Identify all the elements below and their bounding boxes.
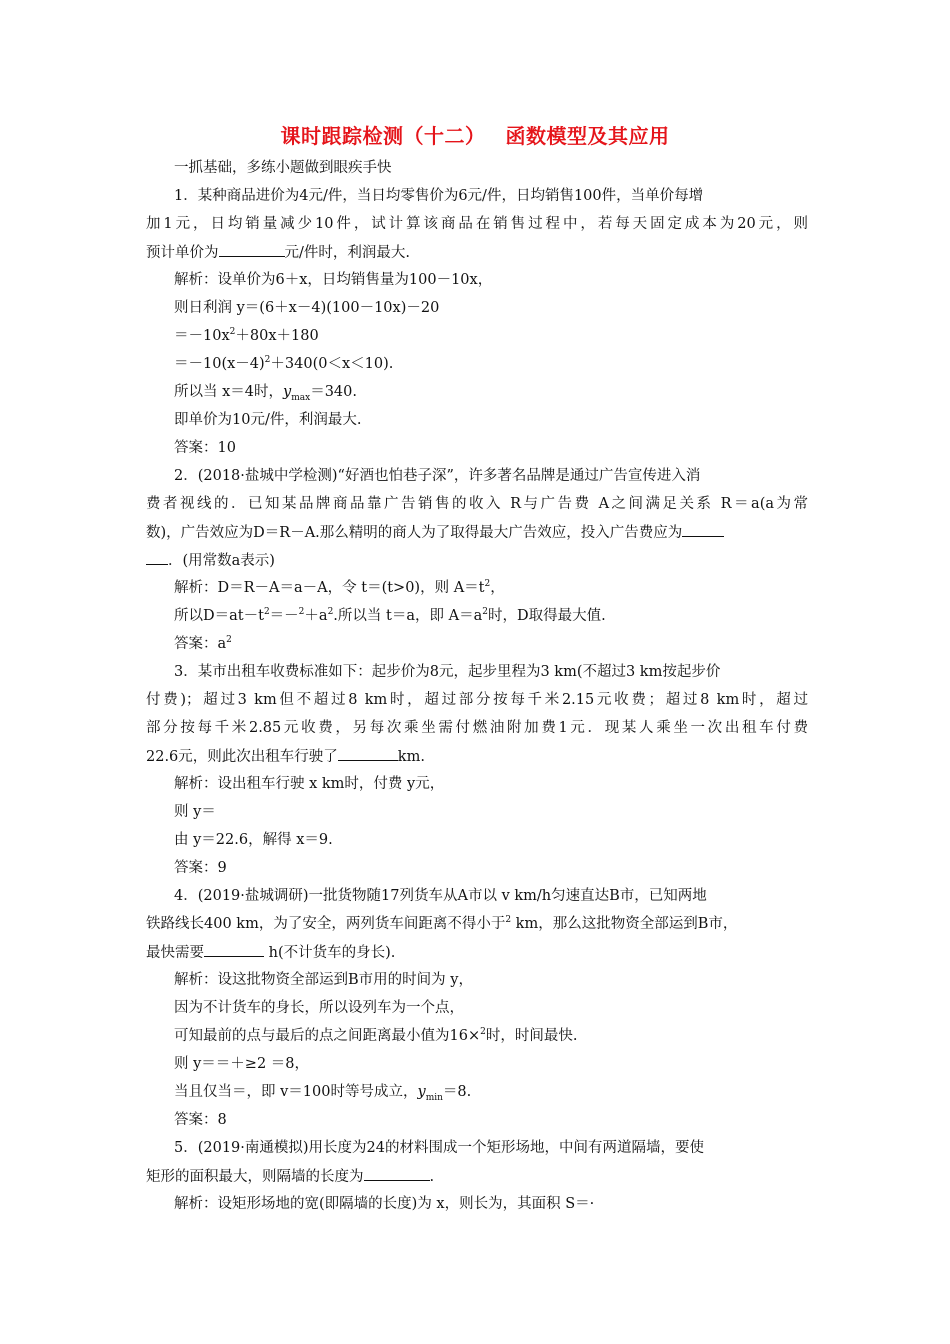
q1-line-3: 预计单价为 元/件时，利润最大. bbox=[146, 242, 808, 263]
q3-solution-3: 由 y＝22.6，解得 x＝9. bbox=[174, 832, 333, 848]
q4-line-1: 4．(2019·盐城调研)一批货物随17列货车从A市以 v km/h匀速直达B市，已知两地 bbox=[174, 888, 707, 904]
answer-blank bbox=[204, 942, 264, 957]
section-intro: 一抓基础，多练小题做到眼疾手快 bbox=[174, 160, 392, 176]
q2-answer: 答案：$a^2$ bbox=[174, 635, 232, 652]
q2-solution-1: 解析：D＝R－A＝a－A，令 t＝(t>0)，则 $A=t^2$， bbox=[174, 579, 505, 596]
title-part-2: 函数模型及其应用 bbox=[505, 124, 670, 148]
q3-line-4: 22.6元，则此次出租车行驶了 km. bbox=[146, 746, 808, 767]
q2-line-1: 2．(2018·盐城中学检测)“好酒也怕巷子深”，许多著名品牌是通过广告宣传进入消 bbox=[174, 468, 701, 484]
q4-answer: 答案：8 bbox=[174, 1112, 227, 1128]
q2-line-4: ．(用常数a表示) bbox=[146, 550, 808, 571]
answer-blank bbox=[146, 550, 168, 565]
q3-line-2: 付费)；超过3 km但不超过8 km时，超过部分按每千米2.15元收费；超过8 km时，超过 bbox=[146, 692, 808, 708]
q5-line-2: 矩形的面积最大，则隔墙的长度为 . bbox=[146, 1166, 808, 1187]
answer-blank bbox=[338, 746, 398, 761]
answer-blank bbox=[682, 522, 724, 537]
q1-line-2: 加1元，日均销量减少10件，试计算该商品在销售过程中，若每天固定成本为20元，则 bbox=[146, 216, 808, 232]
q1-solution-3: $=-10x^2+80x+180$ bbox=[174, 327, 319, 344]
q4-line-2: 铁路线长400 km，为了安全，两列货车间距离不得小于$^2$ km，那么这批物资全部运到B市， bbox=[146, 915, 738, 932]
page-title bbox=[0, 121, 950, 151]
q4-solution-3: 可知最前的点与最后的点之间距离最小值为16×$^2$时，时间最快. bbox=[174, 1027, 578, 1044]
q4-solution-2: 因为不计货车的身长，所以设列车为一个点， bbox=[174, 1000, 464, 1016]
q1-solution-6: 即单价为10元/件，利润最大. bbox=[174, 412, 362, 428]
q3-answer: 答案：9 bbox=[174, 860, 227, 876]
q1-answer: 答案：10 bbox=[174, 440, 236, 456]
q5-line-1: 5．(2019·南通模拟)用长度为24的材料围成一个矩形场地，中间有两道隔墙，要使 bbox=[174, 1140, 704, 1156]
q3-line-3: 部分按每千米2.85元收费，另每次乘坐需付燃油附加费1元．现某人乘坐一次出租车付费 bbox=[146, 720, 808, 736]
q2-solution-2: 所以$D=at-t^2=-^2+a^2$.所以当 t＝a，即 $A=a^2$时，D取得最大值. bbox=[174, 607, 606, 624]
q4-solution-4: 则 y＝＝＋≥2 ＝8， bbox=[174, 1056, 310, 1072]
q2-line-3: 数)，广告效应为D＝R－A.那么精明的商人为了取得最大广告效应，投入广告费应为 bbox=[146, 522, 808, 543]
title-part-1: 课时跟踪检测（十二） bbox=[280, 124, 486, 148]
q3-solution-2: 则 y＝ bbox=[174, 804, 216, 820]
q3-line-1: 3．某市出租车收费标准如下：起步价为8元，起步里程为3 km(不超过3 km按起步价 bbox=[174, 664, 721, 680]
q1-solution-2: 则日利润 y＝(6＋x－4)(100－10x)－20 bbox=[174, 300, 440, 316]
q1-solution-4: $=-10(x-4)^2+340(0<x<10)$. bbox=[174, 355, 394, 372]
answer-blank bbox=[219, 242, 285, 257]
answer-blank bbox=[364, 1166, 430, 1181]
q1-solution-1: 解析：设单价为6＋x，日均销售量为100－10x， bbox=[174, 272, 493, 288]
q4-solution-5: 当且仅当＝，即 v＝100时等号成立，$y_{min}=8$. bbox=[174, 1084, 472, 1103]
q1-solution-5: 所以当 x＝4时，$y_{max}=340$. bbox=[174, 384, 357, 403]
q4-line-3: 最快需要 h(不计货车的身长). bbox=[146, 942, 808, 963]
q5-solution-1: 解析：设矩形场地的宽(即隔墙的长度)为 x，则长为，其面积 S＝· bbox=[174, 1196, 595, 1212]
q3-solution-1: 解析：设出租车行驶 x km时，付费 y元， bbox=[174, 776, 445, 792]
q2-line-2: 费者视线的．已知某品牌商品靠广告销售的收入 R与广告费 A之间满足关系 R＝a(a为常 bbox=[146, 496, 808, 512]
q4-solution-1: 解析：设这批物资全部运到B市用的时间为 y， bbox=[174, 972, 473, 988]
q1-line-1: 1．某种商品进价为4元/件，当日均零售价为6元/件，日均销售100件，当单价每增 bbox=[174, 188, 704, 204]
